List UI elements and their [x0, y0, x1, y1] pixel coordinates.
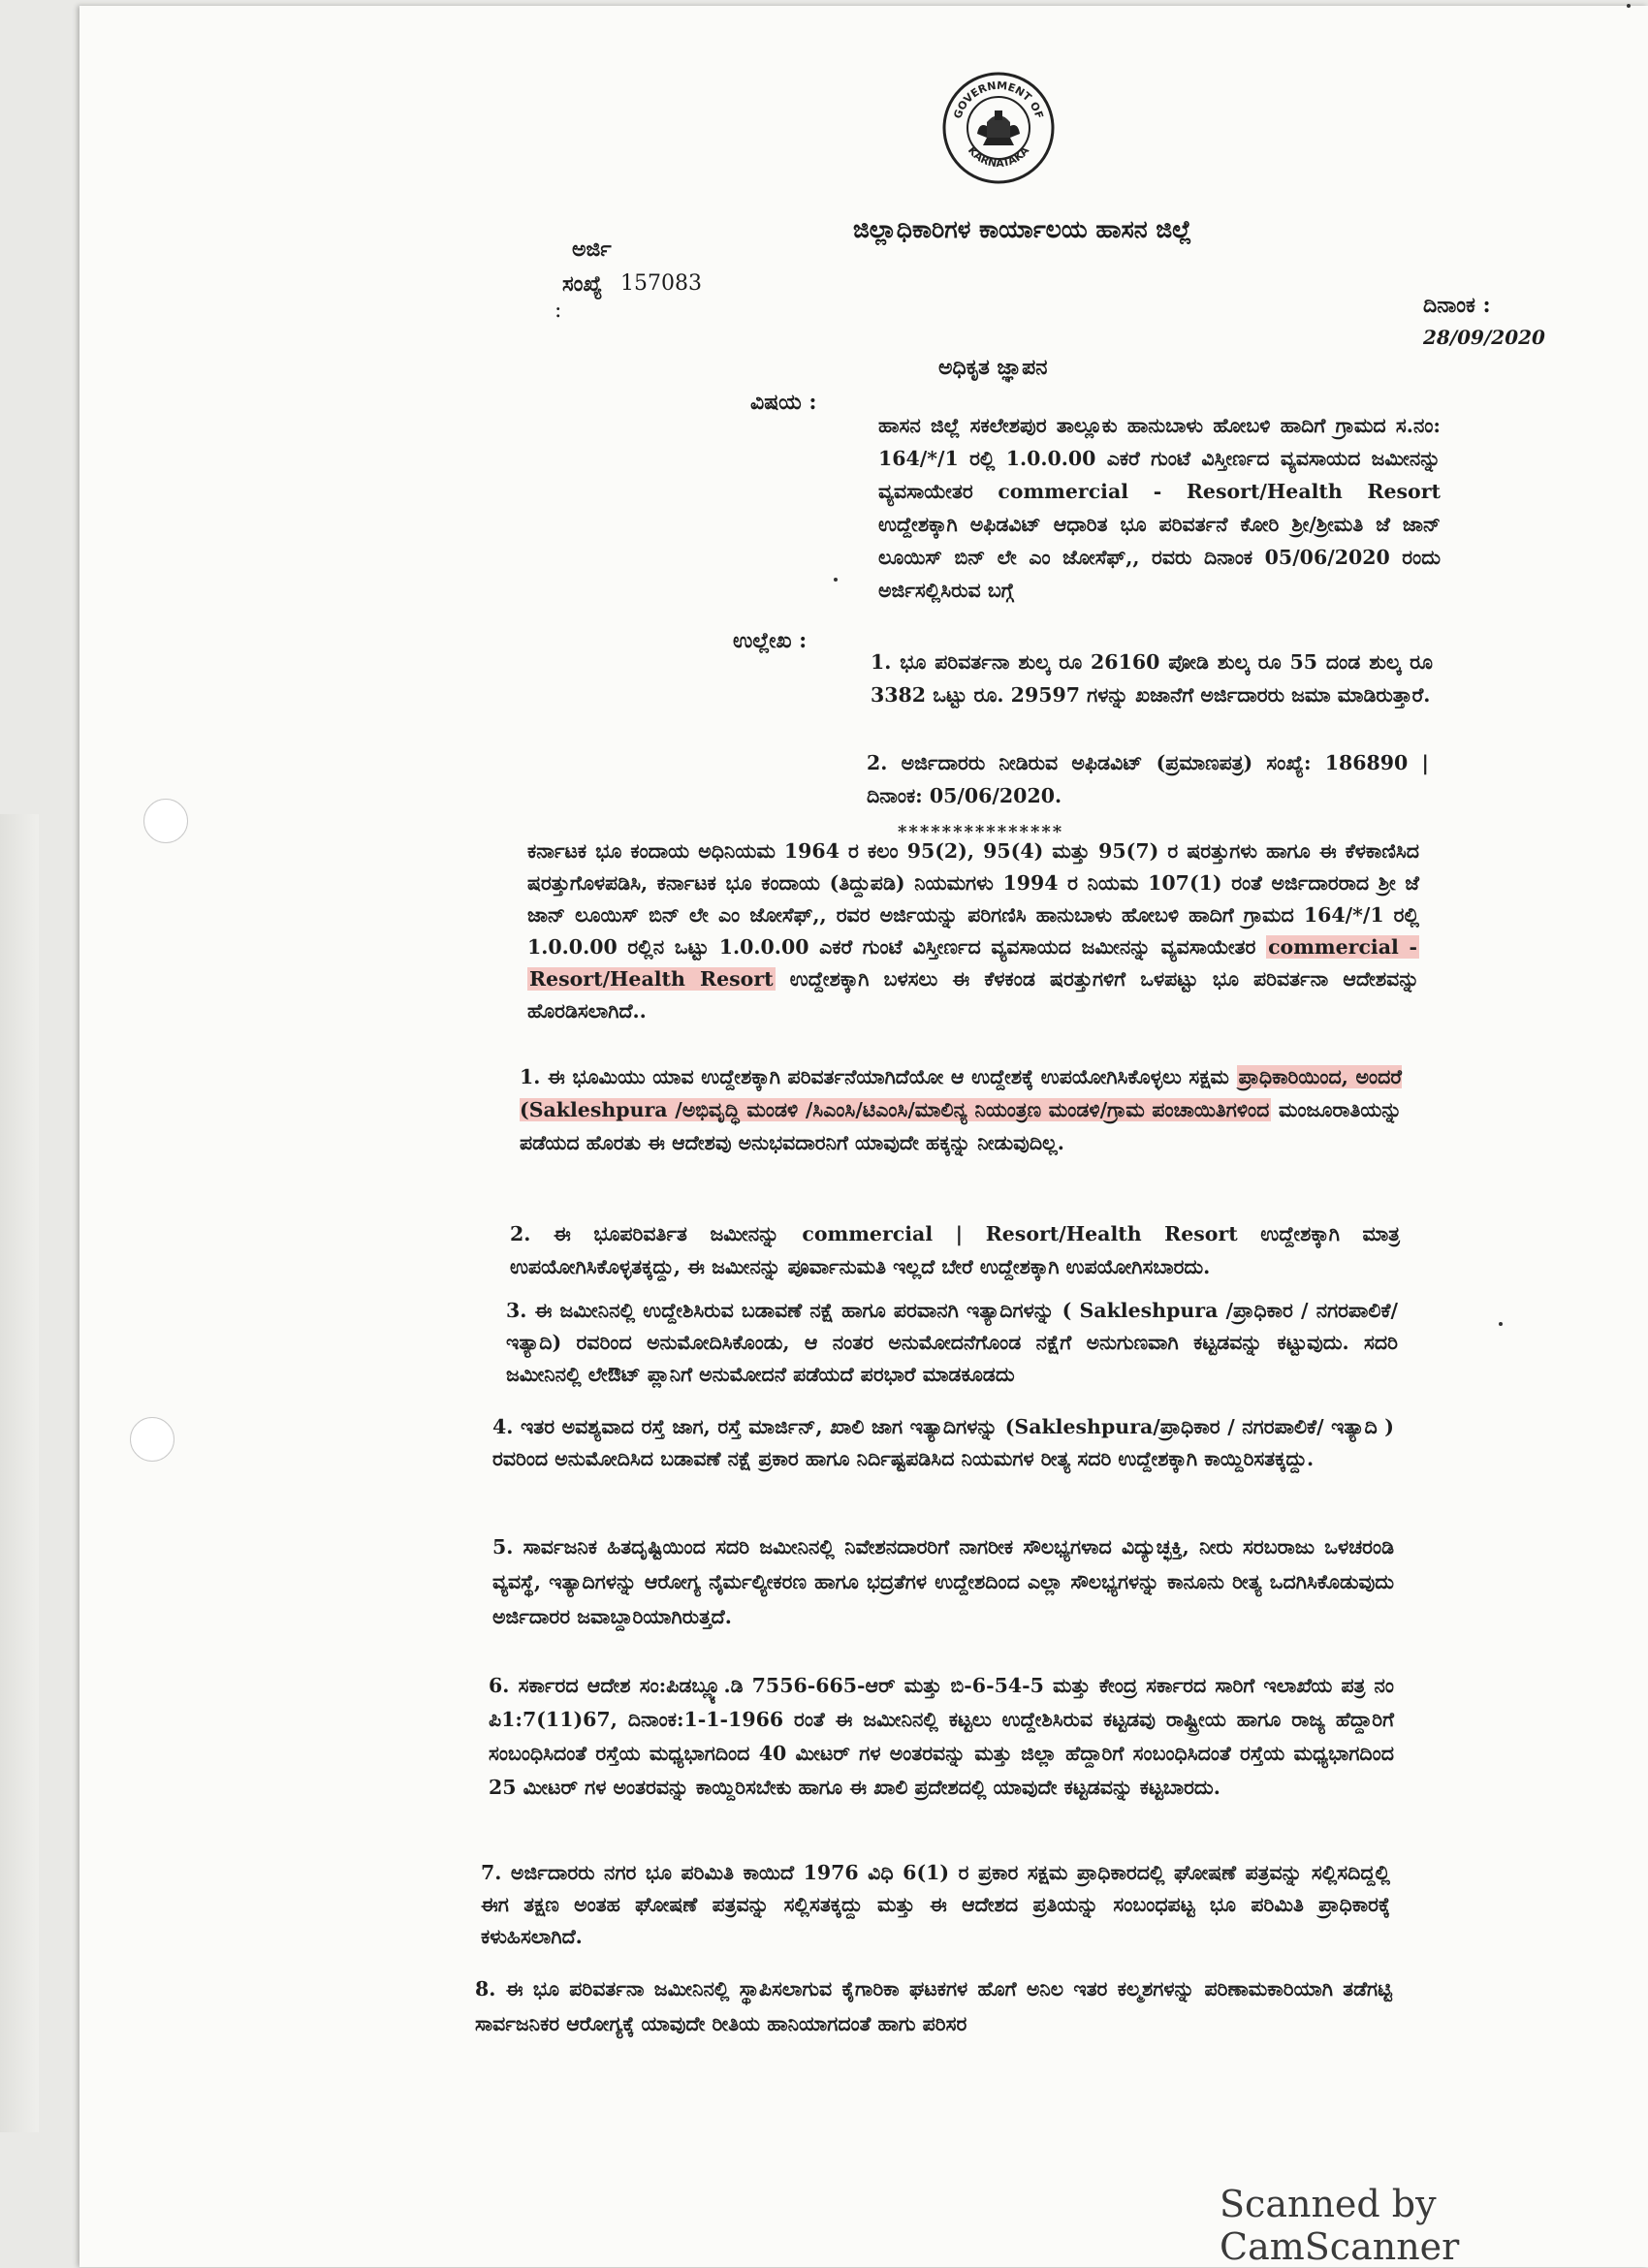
- condition-3: 3. ಈ ಜಮೀನಿನಲ್ಲಿ ಉದ್ದೇಶಿಸಿರುವ ಬಡಾವಣೆ ನಕ್ಷೆ ಹಾಗೂ ಪರವಾನಗಿ ಇತ್ಯಾದಿಗಳನ್ನು ( Sakleshpura /ಪ್ರಾಧಿಕಾರ / ನಗರಪಾಲಿಕೆ/ಇತ್ಯಾದಿ) ರವರಿಂದ ಅನುಮೋದಿಸಿಕೊಂಡು, ಆ ನಂತರ ಅನುಮೋದನೆಗೊಂಡ ನಕ್ಷೆಗೆ ಅನುಗುಣವಾಗಿ ಕಟ್ಟಡವನ್ನು ಕಟ್ಟುವುದು. ಸದರಿ ಜಮೀನಿನಲ್ಲಿ ಲೇಔಟ್ ಪ್ಲಾನಿಗೆ ಅನುಮೋದನೆ ಪಡೆಯದೆ ಪರಭಾರೆ ಮಾಡಕೂಡದು: [506, 1299, 1398, 1386]
- application-number-value: 157083: [620, 271, 702, 296]
- government-seal-emblem: [940, 70, 1057, 186]
- svg-text:KARNATAKA: [966, 143, 1032, 170]
- condition-1-text-b: ಮಂಜೂರಾತಿಯನ್ನು ಪಡೆಯದ ಹೊರತು ಈ ಆದೇಶವು ಅನುಭವದಾರನಿಗೆ ಯಾವುದೇ ಹಕ್ಕನ್ನು ನೀಡುವುದಿಲ್ಲ.: [520, 1098, 1402, 1154]
- intro-highlight-1: commercial -: [1268, 935, 1417, 959]
- scan-edge-shadow: [0, 814, 39, 2132]
- reference-item-1: 1. ಭೂ ಪರಿವರ್ತನಾ ಶುಲ್ಕ ರೂ 26160 ಪೋಡಿ ಶುಲ್ಕ ರೂ 55 ದಂಡ ಶುಲ್ಕ ರೂ 3382 ಒಟ್ಟು ರೂ. 29597 ಗಳನ್ನು ಖಜಾನೆಗೆ ಅರ್ಜಿದಾರರು ಜಮಾ ಮಾಡಿರುತ್ತಾರೆ.: [871, 650, 1433, 707]
- seal-text-bottom: KARNATAKA: [965, 143, 1032, 171]
- scan-speck: [1627, 4, 1631, 8]
- arji-label: ಅರ್ಜಿ: [572, 236, 612, 262]
- scanner-watermark: Scanned by CamScanner: [1220, 2183, 1460, 2268]
- condition-1-text-a: 1. ಈ ಭೂಮಿಯು ಯಾವ ಉದ್ದೇಶಕ್ಕಾಗಿ ಪರಿವರ್ತನೆಯಾಗಿದೆಯೋ ಆ ಉದ್ದೇಶಕ್ಕೆ ಉಪಯೋಗಿಸಿಕೊಳ್ಳಲು ಸಕ್ಷಮ: [520, 1065, 1229, 1088]
- order-introduction: [527, 835, 1419, 1027]
- application-number-label: ಸಂಖ್ಯೆ: [562, 271, 603, 297]
- reference-item-2: 2. ಅರ್ಜಿದಾರರು ನೀಡಿರುವ ಅಫಿಡವಿಟ್ (ಪ್ರಮಾಣಪತ್ರ) ಸಂಖ್ಯೆ: 186890 | ದಿನಾಂಕ: 05/06/2020.: [867, 751, 1429, 807]
- reference-label: ಉಲ್ಲೇಖ :: [733, 628, 808, 653]
- separator-colon: :: [555, 299, 562, 323]
- condition-6: 6. ಸರ್ಕಾರದ ಆದೇಶ ಸಂ:ಪಿಡಬ್ಲ್ಯೂ.ಡಿ 7556-665-ಆರ್ ಮತ್ತು ಬಿ-6-54-5 ಮತ್ತು ಕೇಂದ್ರ ಸರ್ಕಾರದ ಸಾರಿಗೆ ಇಲಾಖೆಯ ಪತ್ರ ನಂ ಪಿ1:7(11)67, ದಿನಾಂಕ:1-1-1966 ರಂತೆ ಈ ಜಮೀನಿನಲ್ಲಿ ಕಟ್ಟಲು ಉದ್ದೇಶಿಸಿರುವ ಕಟ್ಟಡವು ರಾಷ್ಟ್ರೀಯ ಹಾಗೂ ರಾಜ್ಯ ಹೆದ್ದಾರಿಗೆ ಸಂಬಂಧಿಸಿದಂತೆ ರಸ್ತೆಯ ಮಧ್ಯಭಾಗದಿಂದ 40 ಮೀಟರ್ ಗಳ ಅಂತರವನ್ನು ಮತ್ತು ಜಿಲ್ಲಾ ಹೆದ್ದಾರಿಗೆ ಸಂಬಂಧಿಸಿದಂತೆ ರಸ್ತೆಯ ಮಧ್ಯಭಾಗದಿಂದ 25 ಮೀಟರ್ ಗಳ ಅಂತರವನ್ನು ಕಾಯ್ದಿರಿಸಬೇಕು ಹಾಗೂ ಈ ಖಾಲಿ ಪ್ರದೇಶದಲ್ಲಿ ಯಾವುದೇ ಕಟ್ಟಡವನ್ನು ಕಟ್ಟಬಾರದು.: [489, 1674, 1394, 1799]
- condition-1-highlight: ಪ್ರಾಧಿಕಾರಿಯಿಂದ, ಅಂದರೆ (Sakleshpura /ಅಭಿವೃದ್ಧಿ ಮಂಡಳಿ /ಸಿಎಂಸಿ/ಟಿಎಂಸಿ/ಮಾಲಿನ್ಯ ನಿಯಂತ್ರಣ ಮಂಡಳಿ/ಗ್ರಾಮ ಪಂಚಾಯಿತಿಗಳಿಂದ: [520, 1065, 1402, 1121]
- office-heading: ಜಿಲ್ಲಾಧಿಕಾರಿಗಳ ಕಾರ್ಯಾಲಯ ಹಾಸನ ಜಿಲ್ಲೆ: [853, 215, 1192, 243]
- subject-text: ಹಾಸನ ಜಿಲ್ಲೆ ಸಕಲೇಶಪುರ ತಾಲ್ಲೂಕು ಹಾನುಬಾಳು ಹೋಬಳಿ ಹಾದಿಗೆ ಗ್ರಾಮದ ಸ.ನಂ: 164/*/1 ರಲ್ಲಿ 1.0.0.00 ಎಕರೆ ಗುಂಟೆ ವಿಸ್ತೀರ್ಣದ ವ್ಯವಸಾಯದ ಜಮೀನನ್ನು ವ್ಯವಸಾಯೇತರ commercial - Resort/Health Resort ಉದ್ದೇಶಕ್ಕಾಗಿ ಅಫಿಡವಿಟ್ ಆಧಾರಿತ ಭೂ ಪರಿವರ್ತನೆ ಕೋರಿ ಶ್ರೀ/ಶ್ರೀಮತಿ ಜೆ ಜಾನ್ ಲೂಯಿಸ್ ಬಿನ್ ಲೇ ಎಂ ಜೋಸೆಫ್,, ರವರು ದಿನಾಂಕ 05/06/2020 ರಂದು ಅರ್ಜಿಸಲ್ಲಿಸಿರುವ ಬಗ್ಗೆ: [878, 414, 1441, 602]
- section-separator: ***************: [898, 822, 1064, 842]
- date-value: 28/09/2020: [1423, 326, 1545, 349]
- scan-speck: [1499, 1322, 1503, 1326]
- punch-hole-top: [143, 799, 188, 843]
- condition-8: 8. ಈ ಭೂ ಪರಿವರ್ತನಾ ಜಮೀನಿನಲ್ಲಿ ಸ್ಥಾಪಿಸಲಾಗುವ ಕೈಗಾರಿಕಾ ಘಟಕಗಳ ಹೊಗೆ ಅನಿಲ ಇತರ ಕಲ್ಮಶಗಳನ್ನು ಪರಿಣಾಮಕಾರಿಯಾಗಿ ತಡೆಗಟ್ಟಿ ಸಾರ್ವಜನಿಕರ ಆರೋಗ್ಯಕ್ಕೆ ಯಾವುದೇ ರೀತಿಯ ಹಾನಿಯಾಗದಂತೆ ಹಾಗು ಪರಿಸರ: [475, 1977, 1392, 2035]
- punch-hole-bottom: [130, 1417, 174, 1462]
- subject-label: ವಿಷಯ :: [750, 390, 817, 415]
- condition-1: [520, 1060, 1402, 1159]
- condition-7: 7. ಅರ್ಜಿದಾರರು ನಗರ ಭೂ ಪರಿಮಿತಿ ಕಾಯಿದೆ 1976 ವಿಧಿ 6(1) ರ ಪ್ರಕಾರ ಸಕ್ಷಮ ಪ್ರಾಧಿಕಾರದಲ್ಲಿ ಘೋಷಣೆ ಪತ್ರವನ್ನು ಸಲ್ಲಿಸದಿದ್ದಲ್ಲಿ ಈಗ ತಕ್ಷಣ ಅಂತಹ ಘೋಷಣೆ ಪತ್ರವನ್ನು ಸಲ್ಲಿಸತಕ್ಕದ್ದು ಮತ್ತು ಈ ಆದೇಶದ ಪ್ರತಿಯನ್ನು ಸಂಬಂಧಪಟ್ಟ ಭೂ ಪರಿಮಿತಿ ಪ್ರಾಧಿಕಾರಕ್ಕೆ ಕಳುಹಿಸಲಾಗಿದೆ.: [481, 1861, 1390, 1948]
- seal-text-top: GOVERNMENT OF: [951, 79, 1046, 121]
- condition-2: 2. ಈ ಭೂಪರಿವರ್ತಿತ ಜಮೀನನ್ನು commercial | Resort/Health Resort ಉದ್ದೇಶಕ್ಕಾಗಿ ಮಾತ್ರ ಉಪಯೋಗಿಸಿಕೊಳ್ಳತಕ್ಕದ್ದು, ಈ ಜಮೀನನ್ನು ಪೂರ್ವಾನುಮತಿ ಇಲ್ಲದೆ ಬೇರೆ ಉದ್ದೇಶಕ್ಕಾಗಿ ಉಪಯೋಗಿಸಬಾರದು.: [510, 1222, 1400, 1278]
- intro-text-2: ಉದ್ದೇಶಕ್ಕಾಗಿ ಬಳಸಲು ಈ ಕೆಳಕಂಡ ಷರತ್ತುಗಳಿಗೆ ಒಳಪಟ್ಟು ಭೂ ಪರಿವರ್ತನಾ ಆದೇಶವನ್ನು ಹೊರಡಿಸಲಾಗಿದೆ..: [527, 967, 1420, 1023]
- condition-4: 4. ಇತರ ಅವಶ್ಯವಾದ ರಸ್ತೆ ಜಾಗ, ರಸ್ತೆ ಮಾರ್ಜಿನ್, ಖಾಲಿ ಜಾಗ ಇತ್ಯಾದಿಗಳನ್ನು (Sakleshpura/ಪ್ರಾಧಿಕಾರ / ನಗರಪಾಲಿಕೆ/ ಇತ್ಯಾದಿ ) ರವರಿಂದ ಅನುಮೋದಿಸಿದ ಬಡಾವಣೆ ನಕ್ಷೆ ಪ್ರಕಾರ ಹಾಗೂ ನಿರ್ದಿಷ್ಟಪಡಿಸಿದ ನಿಯಮಗಳ ರೀತ್ಯ ಸದರಿ ಉದ್ದೇಶಕ್ಕಾಗಿ ಕಾಯ್ದಿರಿಸತಕ್ಕದ್ದು.: [492, 1415, 1394, 1470]
- date-label: ದಿನಾಂಕ :: [1423, 293, 1491, 318]
- intro-highlight-2: Resort/Health Resort: [529, 967, 774, 991]
- scan-speck: [834, 578, 838, 582]
- condition-5: 5. ಸಾರ್ವಜನಿಕ ಹಿತದೃಷ್ಟಿಯಿಂದ ಸದರಿ ಜಮೀನಿನಲ್ಲಿ ನಿವೇಶನದಾರರಿಗೆ ನಾಗರೀಕ ಸೌಲಭ್ಯಗಳಾದ ವಿದ್ಯುಚ್ಛಕ್ತಿ, ನೀರು ಸರಬರಾಜು ಒಳಚರಂಡಿ ವ್ಯವಸ್ಥೆ, ಇತ್ಯಾದಿಗಳನ್ನು ಆರೋಗ್ಯ ನೈರ್ಮಲ್ಯೀಕರಣ ಹಾಗೂ ಭದ್ರತೆಗಳ ಉದ್ದೇಶದಿಂದ ಎಲ್ಲಾ ಸೌಲಭ್ಯಗಳನ್ನು ಕಾನೂನು ರೀತ್ಯ ಒದಗಿಸಿಕೊಡುವುದು ಅರ್ಜಿದಾರರ ಜವಾಬ್ದಾರಿಯಾಗಿರುತ್ತದೆ.: [492, 1535, 1394, 1628]
- intro-text-1: ಕರ್ನಾಟಕ ಭೂ ಕಂದಾಯ ಅಧಿನಿಯಮ 1964 ರ ಕಲಂ 95(2), 95(4) ಮತ್ತು 95(7) ರ ಷರತ್ತುಗಳು ಹಾಗೂ ಈ ಕೆಳಕಾಣಿಸಿದ ಷರತ್ತುಗೊಳಪಡಿಸಿ, ಕರ್ನಾಟಕ ಭೂ ಕಂದಾಯ (ತಿದ್ದುಪಡಿ) ನಿಯಮಗಳು 1994 ರ ನಿಯಮ 107(1) ರಂತೆ ಅರ್ಜಿದಾರರಾದ ಶ್ರೀ ಜೆ ಜಾನ್ ಲೂಯಿಸ್ ಬಿನ್ ಲೇ ಎಂ ಜೋಸೆಫ್,, ರವರ ಅರ್ಜಿಯನ್ನು ಪರಿಗಣಿಸಿ ಹಾನುಬಾಳು ಹೋಬಳಿ ಹಾದಿಗೆ ಗ್ರಾಮದ 164/*/1 ರಲ್ಲಿ 1.0.0.00 ರಲ್ಲಿನ ಒಟ್ಟು 1.0.0.00 ಎಕರೆ ಗುಂಟೆ ವಿಸ್ತೀರ್ಣದ ವ್ಯವಸಾಯದ ಜಮೀನನ್ನು ವ್ಯವಸಾಯೇತರ: [527, 839, 1419, 959]
- memo-title: ಅಧಿಕೃತ ಜ್ಞಾಪನ: [938, 355, 1048, 380]
